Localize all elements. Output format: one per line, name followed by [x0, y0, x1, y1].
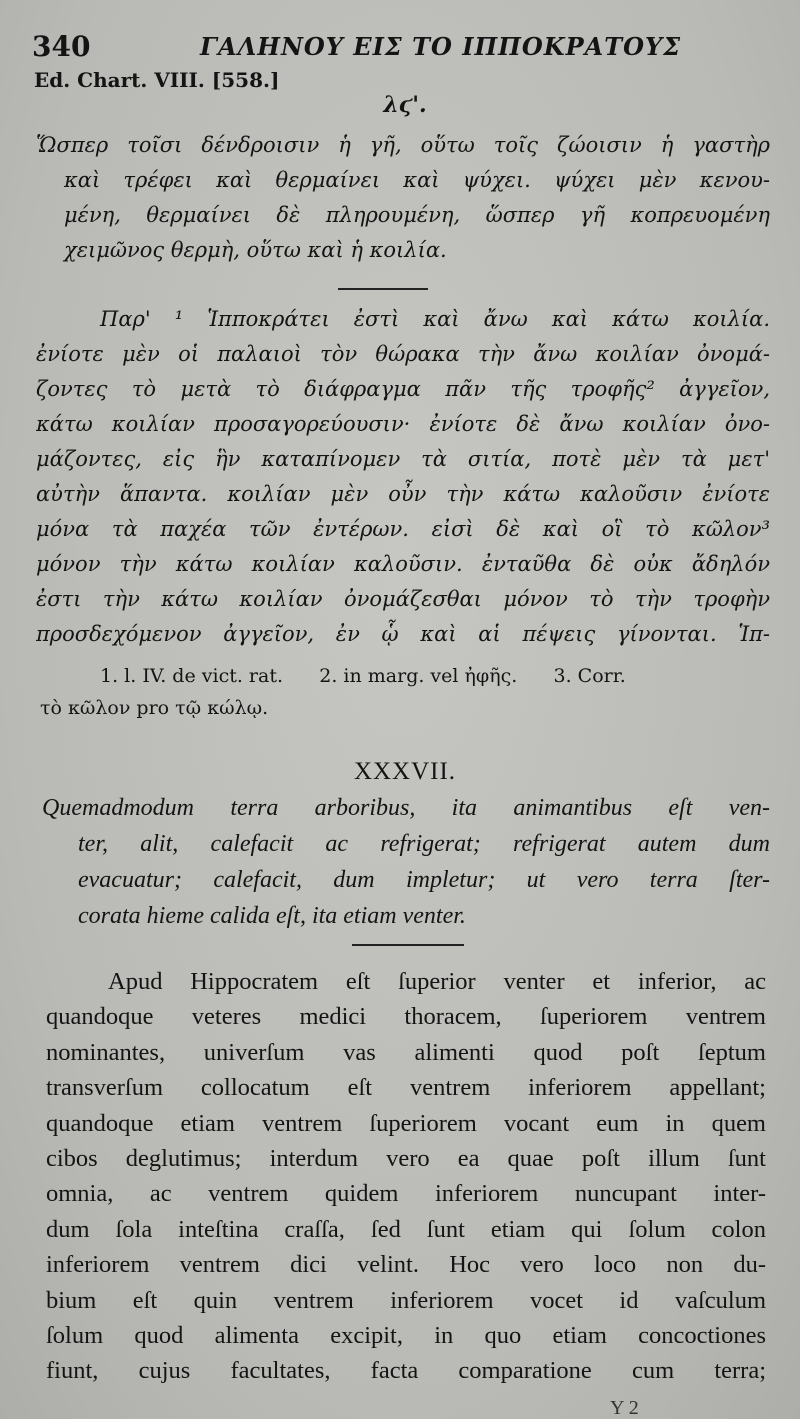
footnotes: [40, 660, 770, 724]
section-divider: [338, 288, 428, 290]
text-line: quandoque etiam ventrem ſuperiorem vocant eum in quem: [46, 1109, 766, 1137]
latin-section-number: XXXVII.: [353, 758, 457, 785]
text-line: Παρ' ¹ Ἱπποκράτει ἐστὶ καὶ ἄνω καὶ κάτω κοιλία.: [100, 307, 770, 331]
text-line: fiunt, cujus facultates, facta comparatione cum terra;: [46, 1357, 766, 1385]
text-line: αὐτὴν ἅπαντα. κοιλίαν μὲν οὖν τὴν κάτω καλοῦσιν ἐνίοτε: [36, 482, 770, 506]
text-line: cibos deglutimus; interdum vero ea quae poſt illum ſunt: [46, 1144, 766, 1172]
greek-section-number: λϛ'.: [383, 92, 427, 118]
running-header: [28, 30, 760, 70]
text-line: omnia, ac ventrem quidem inferiorem nuncupant inter-: [46, 1180, 766, 1208]
text-line: ἐστι τὴν κάτω κοιλίαν ὀνομάζεσθαι μόνον τὸ τὴν τροφὴν: [36, 587, 770, 611]
text-line: inferiorem ventrem dici velint. Hoc vero loco non du-: [46, 1251, 766, 1279]
text-line: transverſum collocatum eſt ventrem inferiorem appellant;: [46, 1074, 766, 1102]
text-line: Quemadmodum terra arboribus, ita animantibus eſt ven-: [42, 795, 770, 821]
text-line: Ὥσπερ τοῖσι δένδροισιν ἡ γῆ, οὕτω τοῖς ζώοισιν ἡ γαστὴρ: [36, 133, 770, 157]
edition-reference: Ed. Chart. VIII. [558.]: [34, 68, 280, 92]
signature-mark: Y 2: [610, 1397, 639, 1419]
latin-aphorism: [42, 790, 770, 934]
text-line: quandoque veteres medici thoracem, ſuperiorem ventrem: [46, 1003, 766, 1031]
text-line: evacuatur; calefacit, dum impletur; ut vero terra ſter-: [78, 867, 770, 893]
text-line: μόνα τὰ παχέα τῶν ἐντέρων. εἰσὶ δὲ καὶ οἳ τὸ κῶλον³: [36, 517, 770, 541]
text-line: bium eſt quin ventrem inferiorem vocet id vaſculum: [46, 1286, 766, 1314]
greek-commentary: [36, 302, 770, 652]
text-line: dum ſola inteſtina craſſa, ſed ſunt etiam qui ſolum colon: [46, 1215, 766, 1243]
section-divider: [352, 944, 464, 946]
text-line: προσδεχόμενον ἀγγεῖον, ἐν ᾧ καὶ αἱ πέψεις γίνονται. Ἱπ-: [36, 622, 770, 646]
greek-aphorism: [36, 128, 770, 268]
footnote-line: 1. l. IV. de vict. rat. 2. in marg. vel ἠφῆς. 3. Corr.: [100, 665, 626, 687]
text-line: ἐνίοτε μὲν οἱ παλαιοὶ τὸν θώρακα τὴν ἄνω κοιλίαν ὀνομά-: [36, 342, 770, 366]
text-line: καὶ τρέφει καὶ θερμαίνει καὶ ψύχει. ψύχει μὲν κενου-: [64, 168, 770, 192]
text-line: μάζοντες, εἰς ἣν καταπίνομεν τὰ σιτία, ποτὲ μὲν τὰ μετ': [36, 447, 770, 471]
text-line: nominantes, univerſum vas alimenti quod poſt ſeptum: [46, 1038, 766, 1066]
text-line: μόνον τὴν κάτω κοιλίαν καλοῦσιν. ἐνταῦθα δὲ οὐκ ἄδηλόν: [36, 552, 770, 576]
text-line: ſolum quod alimenta excipit, in quo etiam concoctiones: [46, 1321, 766, 1349]
text-line: Apud Hippocratem eſt ſuperior venter et inferior, ac: [108, 968, 766, 995]
text-line: ζοντες τὸ μετὰ τὸ διάφραγμα πᾶν τῆς τροφῆς² ἀγγεῖον,: [36, 377, 770, 401]
text-line: ter, alit, calefacit ac refrigerat; refrigerat autem dum: [78, 831, 770, 857]
latin-commentary: [46, 964, 766, 1389]
text-line: μένη, θερμαίνει δὲ πληρουμένη, ὥσπερ γῆ κοπρευομένη: [64, 203, 770, 227]
text-line: κάτω κοιλίαν προσαγορεύουσιν· ἐνίοτε δὲ ἄνω κοιλίαν ὀνο-: [36, 412, 770, 436]
text-line: corata hieme calida eſt, ita etiam venter.: [78, 903, 466, 929]
text-line: χειμῶνος θερμὴ, οὕτω καὶ ἡ κοιλία.: [64, 238, 447, 262]
footnote-line: τὸ κῶλον pro τῷ κώλῳ.: [40, 697, 269, 719]
page-number: 340: [32, 30, 91, 63]
running-title: ΓΑΛΗΝΟΥ ΕΙΣ ΤΟ ΙΠΠΟΚΡΑΤΟΥΣ: [200, 32, 682, 61]
